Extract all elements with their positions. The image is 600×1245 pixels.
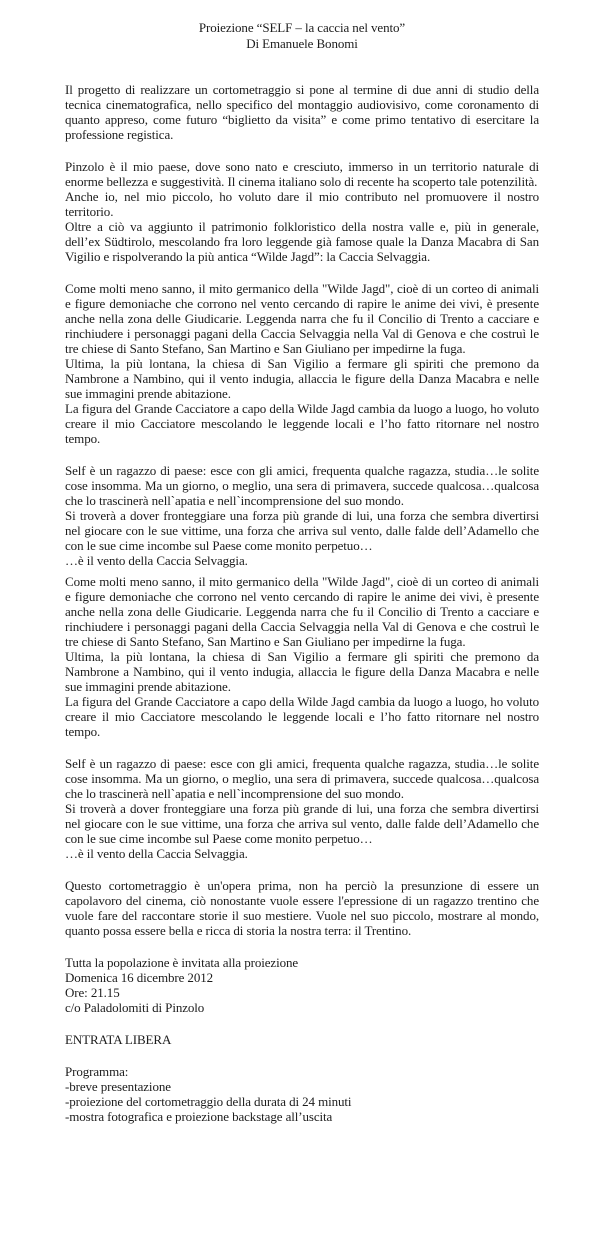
program-item-3: -mostra fotografica e proiezione backstage all’uscita	[65, 1109, 333, 1124]
invitation-line-1: Tutta la popolazione è invitata alla proiezione	[65, 955, 299, 970]
invitation-line-3: Ore: 21.15	[65, 985, 120, 1000]
paragraph-forza-1: Si troverà a dover fronteggiare una forza più grande di lui, una forza che sembra divertirsi nel giocare con le sue vittime, una forza che arriva sul vento, dalle falde dell’Adamello che con le sue cime incombe sul Paese come monito perpetuo…	[65, 508, 539, 553]
paragraph-oltre: Oltre a ciò va aggiunto il patrimonio folkloristico della nostra valle e, più in generale, dell’ex Südtirolo, mescolando fra loro leggende già famose quale la Danza Macabra di San Vigilio e rispolverando la più antica “Wilde Jagd”: la Caccia Selvaggia.	[65, 219, 539, 264]
paragraph-figura-2: La figura del Grande Cacciatore a capo della Wilde Jagd cambia da luogo a luogo, ho voluto creare il mio Cacciatore mescolando le leggende locali e l’ho fatto ritornare nel nostro tempo.	[65, 694, 539, 739]
paragraph-ultima-2: Ultima, la più lontana, la chiesa di San Vigilio a fermare gli spiriti che premono da Nambrone a Nambino, qui il vento indugia, allaccia le figure della Danza Macabra e nelle sue immagini prende abitazione.	[65, 649, 539, 694]
paragraph-vento-1: …è il vento della Caccia Selvaggia.	[65, 553, 248, 568]
program-item-1: -breve presentazione	[65, 1079, 171, 1094]
free-entry-line: ENTRATA LIBERA	[65, 1032, 172, 1047]
paragraph-self-2: Self è un ragazzo di paese: esce con gli amici, frequenta qualche ragazza, studia…le solite cose insomma. Ma un giorno, o meglio, una sera di primavera, succede qualcosa…qualcosa che lo trascinerà nell`apatia e nell`incomprensione del suo mondo.	[65, 756, 539, 801]
document-title	[65, 20, 539, 52]
paragraph-ultima-1: Ultima, la più lontana, la chiesa di San Vigilio a fermare gli spiriti che premono da Nambrone a Nambino, qui il vento indugia, allaccia le figure della Danza Macabra e nelle sue immagini prende abitazione.	[65, 356, 539, 401]
paragraph-figura-1: La figura del Grande Cacciatore a capo della Wilde Jagd cambia da luogo a luogo, ho voluto creare il mio Cacciatore mescolando le leggende locali e l’ho fatto ritornare nel nostro tempo.	[65, 401, 539, 446]
title-line-2: Di Emanuele Bonomi	[246, 36, 358, 51]
paragraph-self-1: Self è un ragazzo di paese: esce con gli amici, frequenta qualche ragazza, studia…le solite cose insomma. Ma un giorno, o meglio, una sera di primavera, succede qualcosa…qualcosa che lo trascinerà nell`apatia e nell`incomprensione del suo mondo.	[65, 463, 539, 508]
paragraph-intro: Il progetto di realizzare un cortometraggio si pone al termine di due anni di studio della tecnica cinematografica, nello specifico del montaggio audiovisivo, come coronamento di quanto appreso, come futuro “biglietto da visita” e come primo tentativo di esercitare la professione registica.	[65, 82, 539, 142]
program-item-2: -proiezione del cortometraggio della durata di 24 minuti	[65, 1094, 352, 1109]
paragraph-come-molti-2: Come molti meno sanno, il mito germanico della "Wilde Jagd", cioè di un corteo di animali e figure demoniache che corrono nel vento cercando di rapire le anime dei vivi, è presente anche nella zona delle Giudicarie. Leggenda narra che fu il Concilio di Trento a cacciare e rinchiudere i personaggi pagani della Caccia Selvaggia nella Val di Genova e che costruì le tre chiese di Santo Stefano, San Martino e San Giuliano per impedirne la fuga.	[65, 574, 539, 649]
paragraph-come-molti-1: Come molti meno sanno, il mito germanico della "Wilde Jagd", cioè di un corteo di animali e figure demoniache che corrono nel vento cercando di rapire le anime dei vivi, è presente anche nella zona delle Giudicarie. Leggenda narra che fu il Concilio di Trento a cacciare e rinchiudere i personaggi pagani della Caccia Selvaggia nella Val di Genova e che costruì le tre chiese di Santo Stefano, San Martino e San Giuliano per impedirne la fuga.	[65, 281, 539, 356]
invitation-line-2: Domenica 16 dicembre 2012	[65, 970, 214, 985]
paragraph-vento-2: …è il vento della Caccia Selvaggia.	[65, 846, 248, 861]
invitation-line-4: c/o Paladolomiti di Pinzolo	[65, 1000, 205, 1015]
paragraph-forza-2: Si troverà a dover fronteggiare una forza più grande di lui, una forza che sembra divertirsi nel giocare con le sue vittime, una forza che arriva sul vento, dalle falde dell’Adamello che con le sue cime incombe sul Paese come monito perpetuo…	[65, 801, 539, 846]
paragraph-pinzolo: Pinzolo è il mio paese, dove sono nato e cresciuto, immerso in un territorio naturale di enorme bellezza e suggestività. Il cinema italiano solo di recente ha scoperto tale potenzilità.	[65, 159, 539, 189]
paragraph-closing: Questo cortometraggio è un'opera prima, non ha perciò la presunzione di essere un capolavoro del cinema, ciò nonostante vuole essere l'epressione di un ragazzo trentino che vuole fare del raccontare storie il suo mestiere. Vuole nel suo piccolo, mostrare al mondo, quanto possa essere bella e ricca di storia la nostra terra: il Trentino.	[65, 878, 539, 938]
program-heading: Programma:	[65, 1064, 129, 1079]
paragraph-anche-io: Anche io, nel mio piccolo, ho voluto dare il mio contributo nel promuovere il nostro territorio.	[65, 189, 539, 219]
title-line-1: Proiezione “SELF – la caccia nel vento”	[198, 20, 406, 35]
